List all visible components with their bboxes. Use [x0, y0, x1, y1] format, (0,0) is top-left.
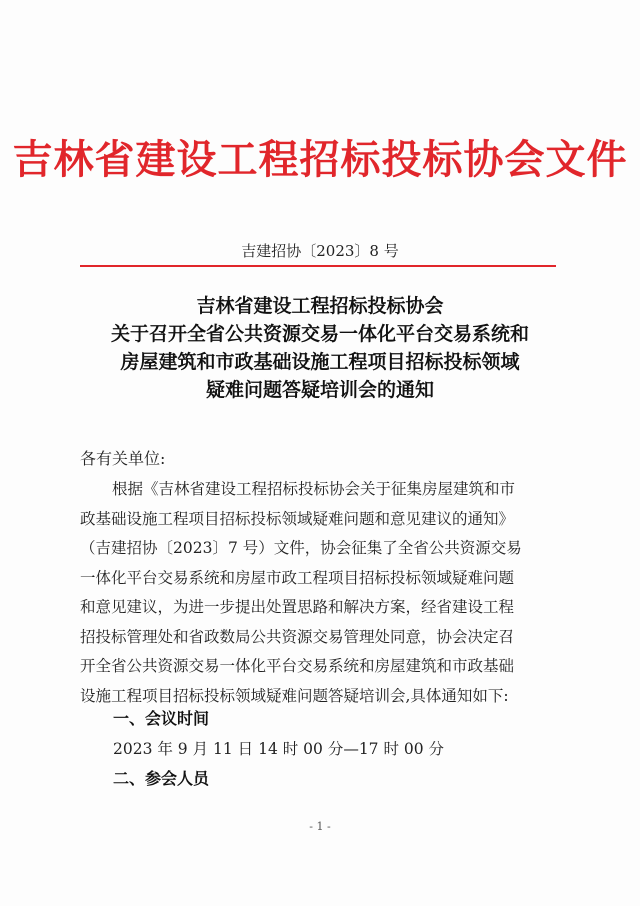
- salutation: 各有关单位:: [80, 449, 166, 468]
- paragraph-line: 一体化平台交易系统和房屋市政工程项目招标投标领域疑难问题: [80, 568, 515, 587]
- document-header-title: 吉林省建设工程招标投标协会文件: [12, 136, 628, 183]
- section-heading-participants: 二、参会人员: [113, 769, 210, 788]
- body-paragraph: [80, 475, 570, 711]
- paragraph-line: 和意见建议，为进一步提出处置思路和解决方案，经省建设工程: [80, 598, 515, 616]
- paragraph-line: （吉建招协〔2023〕7 号）文件，协会征集了全省公共资源交易: [80, 539, 522, 557]
- meeting-time-value: 2023 年 9 月 11 日 14 时 00 分—17 时 00 分: [113, 740, 445, 758]
- paragraph-line: 政基础设施工程项目招标投标领域疑难问题和意见建议的通知》: [80, 509, 515, 528]
- notice-title-line: 吉林省建设工程招标投标协会: [196, 295, 444, 317]
- notice-title-line: 关于召开全省公共资源交易一体化平台交易系统和: [110, 323, 529, 345]
- paragraph-line: 根据《吉林省建设工程招标投标协会关于征集房屋建筑和市: [112, 480, 516, 498]
- notice-title-line: 房屋建筑和市政基础设施工程项目招标投标领域: [120, 351, 520, 373]
- red-divider-line: [80, 265, 556, 267]
- paragraph-line: 开全省公共资源交易一体化平台交易系统和房屋建筑和市政基础: [80, 657, 515, 675]
- page-number: - 1 -: [309, 820, 331, 833]
- paragraph-line: 设施工程项目招标投标领域疑难问题答疑培训会,具体通知如下:: [80, 686, 509, 705]
- paragraph-line: 招投标管理处和省政数局公共资源交易管理处同意，协会决定召: [80, 627, 515, 646]
- document-number: 吉建招协〔2023〕8 号: [241, 242, 399, 260]
- section-heading-meeting-time: 一、会议时间: [113, 709, 210, 728]
- notice-title-line: 疑难问题答疑培训会的通知: [205, 379, 434, 401]
- notice-title: [60, 292, 580, 404]
